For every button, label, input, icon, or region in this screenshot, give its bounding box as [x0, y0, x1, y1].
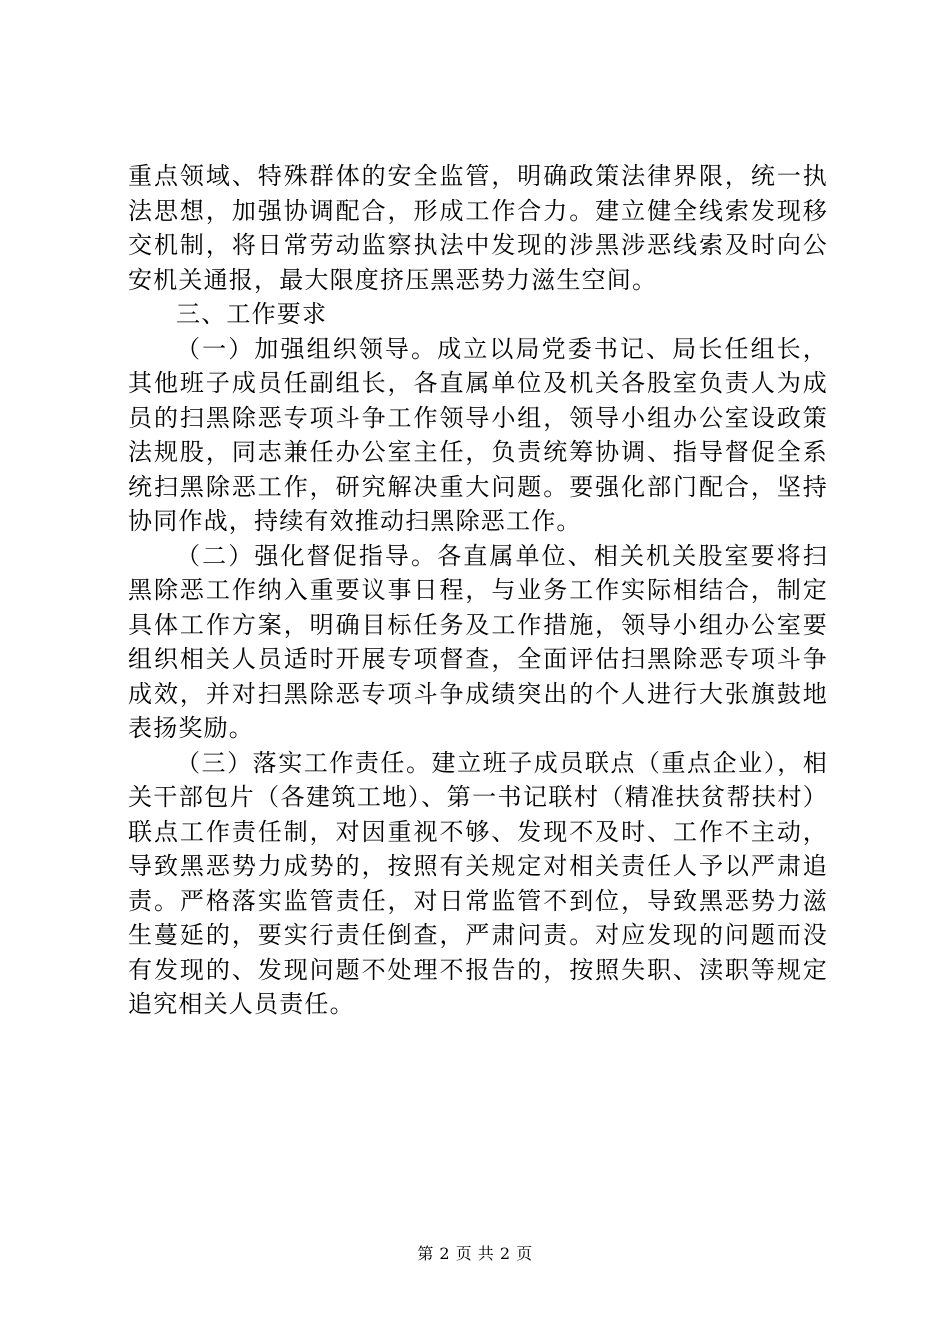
page-number-label: 第 2 页 共 2 页 — [417, 1244, 533, 1263]
paragraph-organization-leadership: （一）加强组织领导。成立以局党委书记、局长任组长，其他班子成员任副组长，各直属单位及机关各股室负责人为成员的扫黑除恶专项斗争工作领导小组，领导小组办公室设政策法规股，同志兼任办公室主任，负责统筹协调、指导督促全系统扫黑除恶工作，研究解决重大问题。要强化部门配合，坚持协同作战，持续有效推动扫黑除恶工作。 — [128, 334, 828, 535]
paragraph-intro-continued: 重点领域、特殊群体的安全监管，明确政策法律界限，统一执法思想，加强协调配合，形成工作合力。建立健全线索发现移交机制，将日常劳动监察执法中发现的涉黑涉恶线索及时向公安机关通报，最大限度挤压黑恶势力滋生空间。 — [128, 162, 828, 294]
document-body — [128, 159, 828, 1022]
section-heading-work-requirements: 三、工作要求 — [176, 300, 328, 328]
paragraph-work-responsibility: （三）落实工作责任。建立班子成员联点（重点企业），相关干部包片（各建筑工地）、第一书记联村（精准扶贫帮扶村）联点工作责任制，对因重视不够、发现不及时、工作不主动，导致黑恶势力成势的，按照有关规定对相关责任人予以严肃追责。严格落实监管责任，对日常监管不到位，导致黑恶势力滋生蔓延的，要实行责任倒查，严肃问责。对应发现的问题而没有发现的、发现问题不处理不报告的，按照失职、渎职等规定追究相关人员责任。 — [128, 748, 828, 1018]
page-footer — [0, 1244, 950, 1264]
paragraph-supervision-guidance: （二）强化督促指导。各直属单位、相关机关股室要将扫黑除恶工作纳入重要议事日程，与业务工作实际相结合，制定具体工作方案，明确目标任务及工作措施，领导小组办公室要组织相关人员适时开展专项督查，全面评估扫黑除恶专项斗争成效，并对扫黑除恶专项斗争成绩突出的个人进行大张旗鼓地表扬奖励。 — [128, 541, 828, 742]
